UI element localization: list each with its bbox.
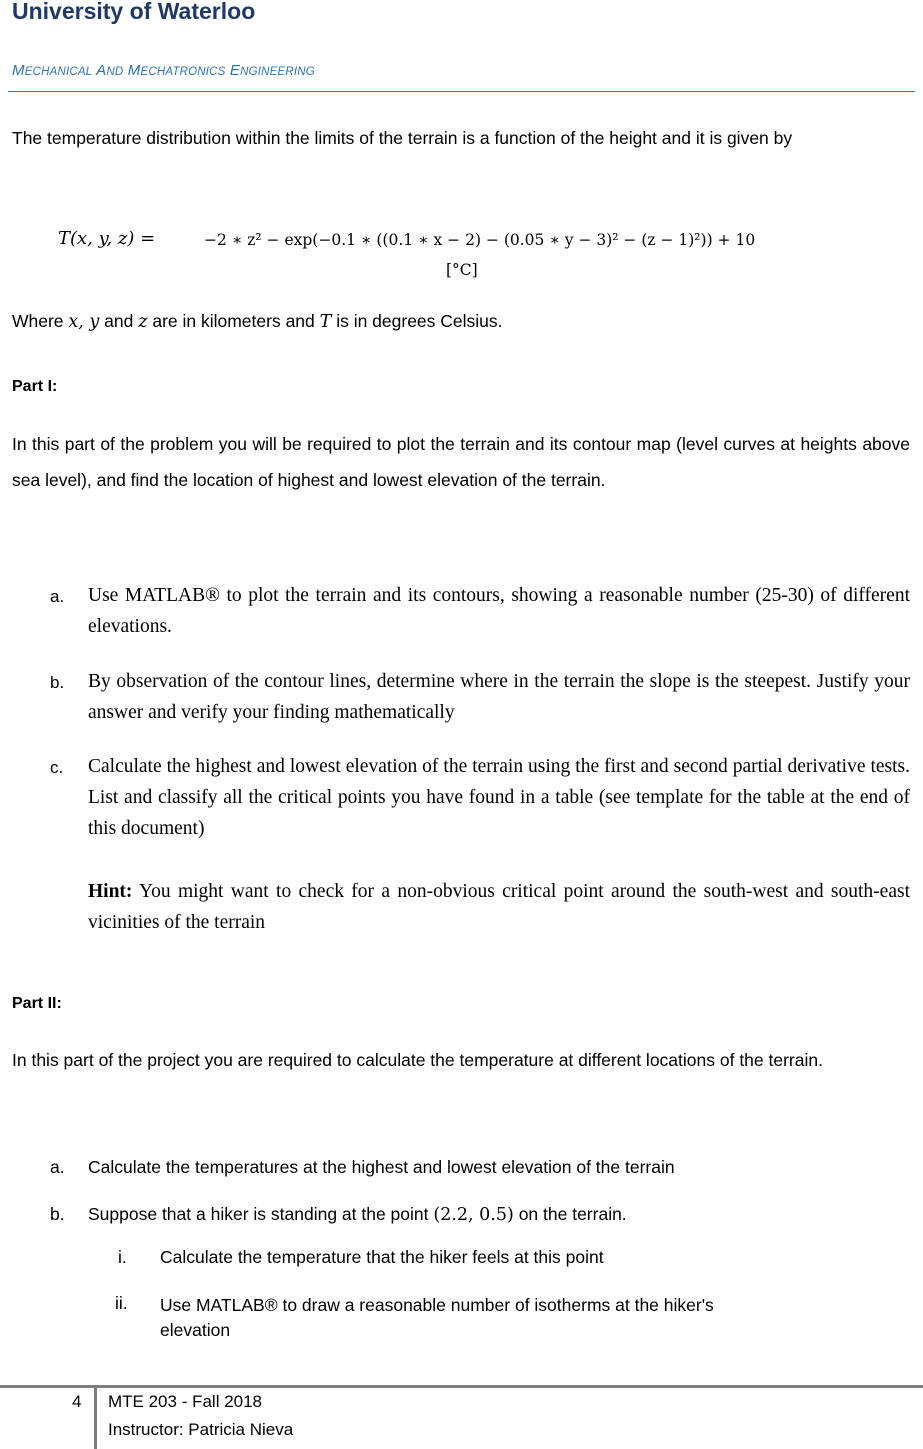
- part1-item-c: Calculate the highest and lowest elevation of the terrain using the first and second partial derivative tests. List and classify all the critical points you have found in a table (see template for the table at the end of this document): [88, 756, 910, 839]
- footer-vertical-bar: [94, 1388, 97, 1449]
- where-suffix: is in degrees Celsius.: [331, 311, 503, 331]
- part2-paragraph: In this part of the project you are required to calculate the temperature at different locations of the terrain.: [12, 1050, 823, 1070]
- part1-item-b: By observation of the contour lines, determine where in the terrain the slope is the steepest. Justify your answer and verify your finding mathematically: [88, 671, 910, 723]
- university-title: University of Waterloo: [12, 0, 256, 24]
- subitem-ii: Use MATLAB® to draw a reasonable number of isotherms at the hiker's elevation: [160, 1295, 714, 1340]
- var-xy: x, y: [68, 312, 100, 332]
- part1-item-a-marker: a.: [50, 587, 65, 606]
- subitem-i: Calculate the temperature that the hiker feels at this point: [160, 1247, 604, 1267]
- course-label: MTE 203 - Fall 2018: [108, 1392, 263, 1411]
- hint-label: Hint:: [88, 881, 133, 902]
- part1-item-c-marker: c.: [50, 758, 64, 777]
- department-text: MECHANICAL AND MECHATRONICS ENGINEERING: [12, 62, 315, 79]
- item-b-suffix: on the terrain.: [513, 1204, 627, 1224]
- footer-divider: [0, 1385, 923, 1388]
- equation-lhs: T(x, y, z) =: [58, 228, 156, 249]
- equation-unit: [°C]: [446, 261, 478, 279]
- subitem-i-marker: i.: [118, 1247, 127, 1267]
- where-mid: are in kilometers and: [147, 311, 320, 331]
- part2-item-a-marker: a.: [50, 1157, 65, 1177]
- var-z: z: [138, 312, 148, 332]
- item-b-text: Suppose that a hiker is standing at the point: [88, 1204, 434, 1224]
- intro-paragraph: The temperature distribution within the limits of the terrain is a function of the height and it is given by: [12, 128, 793, 148]
- part1-hint: [88, 876, 910, 938]
- hiker-point: (2.2, 0.5): [433, 1205, 514, 1225]
- var-t: T: [319, 312, 332, 332]
- part2-item-b: [88, 1204, 627, 1225]
- instructor-label: Instructor: Patricia Nieva: [108, 1420, 294, 1439]
- equation-rhs: −2 ∗ z² − exp(−0.1 ∗ ((0.1 ∗ x − 2) − (0.05 ∗ y − 3)² − (z − 1)²)) + 10: [204, 231, 756, 249]
- header-divider: [8, 91, 915, 92]
- part2-item-b-marker: b.: [50, 1204, 65, 1224]
- part1-item-b-marker: b.: [50, 673, 65, 692]
- hint-text: You might want to check for a non-obvious critical point around the south-west and south-east vicinities of the terrain: [88, 881, 910, 933]
- part2-item-a: Calculate the temperatures at the highest and lowest elevation of the terrain: [88, 1157, 675, 1177]
- where-and: and: [99, 311, 139, 331]
- part1-heading: Part I:: [12, 378, 58, 395]
- subitem-ii-marker: ii.: [115, 1293, 128, 1313]
- department-title: [12, 62, 315, 79]
- part1-item-a: Use MATLAB® to plot the terrain and its contours, showing a reasonable number (25-30) of different elevations.: [88, 585, 910, 637]
- part2-heading: Part II:: [12, 995, 62, 1012]
- part1-paragraph: In this part of the problem you will be required to plot the terrain and its contour map (level curves at heights above sea level), and find the location of highest and lowest elevation of the terrain.: [12, 434, 910, 490]
- page-number: 4: [72, 1392, 82, 1411]
- variable-definition: [12, 311, 503, 332]
- where-prefix: Where: [12, 311, 69, 331]
